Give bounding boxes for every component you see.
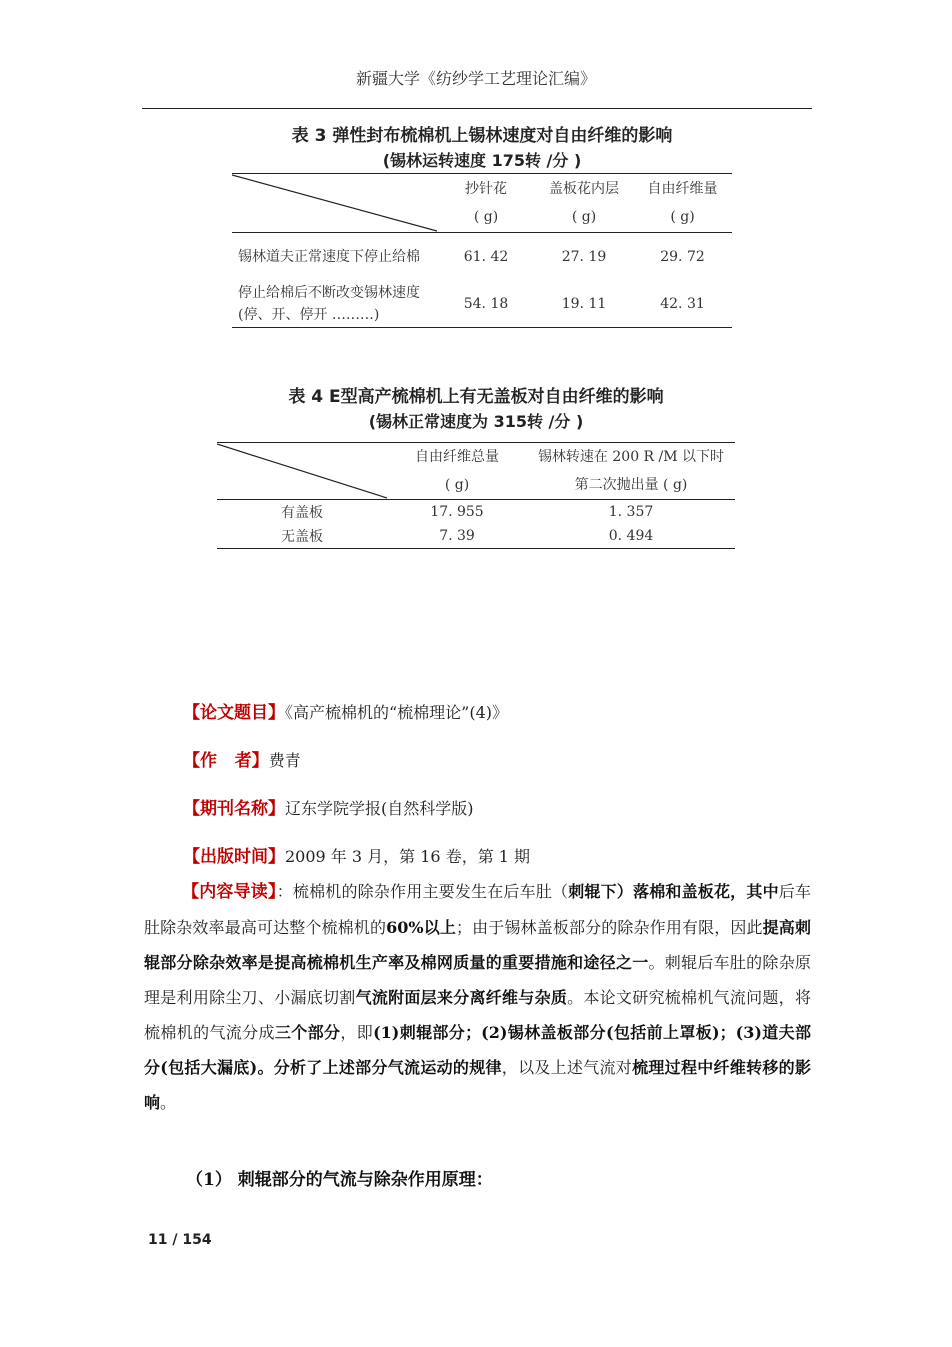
table3	[232, 173, 732, 328]
table4-row-label: 有盖板	[281, 505, 323, 521]
meta-author-value: 费青	[268, 751, 301, 770]
summary-emphasis: 刺辊下）落棉和盖板花，其中	[568, 882, 779, 901]
summary-emphasis: (1)刺辊部分；(2)锡林盖板部分(包括前上罩板)；(3)道夫部分(包括大漏底)。分析了上述部分气流运动的规律	[144, 1023, 811, 1077]
table3-header-row	[232, 174, 732, 233]
table4-row-label: 无盖板	[281, 529, 323, 545]
summary-text: ，以及上述气流对	[501, 1058, 633, 1077]
meta-date-value: 2009 年 3 月，第 16 卷，第 1 期	[285, 847, 531, 866]
summary-text: ，即	[340, 1023, 374, 1042]
table3-diagonal-cell	[232, 174, 437, 233]
table-cell: 27. 19	[561, 249, 607, 265]
meta-title-label: 【论文题目】	[183, 703, 285, 723]
table3-row-label: 锡林道夫正常速度下停止给棉	[238, 249, 420, 265]
table-row	[217, 524, 735, 549]
summary-emphasis: 梳理过程中纤维转移的影响	[144, 1058, 811, 1112]
table-cell: 17. 955	[430, 504, 484, 520]
summary-text: 。	[160, 1093, 177, 1112]
table-cell: 61. 42	[463, 249, 509, 265]
meta-journal-label: 【期刊名称】	[183, 799, 285, 819]
meta-journal	[183, 794, 474, 819]
table3-col-header: 抄针花 ( g)	[465, 181, 507, 225]
table-cell: 0. 494	[608, 528, 654, 544]
page-number	[148, 1232, 212, 1248]
summary-text: 。刺辊后车肚的除杂原理是利用除尘刀、小漏底切割	[144, 953, 811, 1007]
summary-emphasis: 提高刺辊部分除杂效率是提高梳棉机生产率及棉网质量的重要措施和途径之一	[144, 918, 811, 972]
table-row	[217, 500, 735, 525]
meta-journal-value: 辽东学院学报(自然科学版)	[285, 799, 474, 818]
table3-subcaption: (锡林运转速度 175转 /分 )	[382, 151, 582, 170]
table-cell: 7. 39	[439, 528, 475, 544]
summary-text: 。本论文研究梳棉机气流问题，将梳棉机的气流分成	[144, 988, 811, 1042]
table4-caption-block	[217, 384, 735, 434]
summary-label: 【内容导读】	[182, 882, 277, 902]
header-divider	[142, 108, 812, 109]
summary-emphasis: 60%以上	[386, 918, 456, 937]
summary-paragraph	[144, 874, 811, 1120]
summary-text: ；由于锡林盖板部分的除杂作用有限，因此	[456, 918, 763, 937]
summary-text: ：梳棉机的除杂作用主要发生在后车肚（	[276, 882, 569, 901]
table4-col-header: 锡林转速在 200 R /M 以下时 第二次抛出量 ( g)	[537, 449, 725, 493]
summary-text: 后车肚除杂效率最高可达整个梳棉机的	[144, 882, 811, 937]
table3-row-label: 停止给棉后不断改变锡林速度 (停、开、停开 ………)	[238, 285, 420, 323]
meta-title-value: 《高产梳棉机的“梳棉理论”(4)》	[285, 703, 509, 722]
table4-diagonal-cell	[217, 443, 387, 500]
meta-title	[183, 698, 508, 723]
table-row	[232, 281, 732, 328]
meta-author	[183, 746, 301, 771]
table3-caption-block	[232, 123, 732, 173]
meta-date	[183, 842, 530, 867]
table3-diagonal-line	[232, 174, 437, 232]
table-cell: 1. 357	[608, 504, 654, 520]
table4-diagonal-line	[217, 443, 387, 499]
table3-caption: 表 3 弹性封布梳棉机上锡林速度对自由纤维的影响	[291, 126, 673, 146]
table-cell: 42. 31	[660, 296, 705, 312]
table4-col-header: 自由纤维总量 ( g)	[415, 449, 499, 493]
table-cell: 29. 72	[660, 249, 705, 265]
page-total: 154	[182, 1232, 212, 1248]
table-row	[232, 233, 732, 282]
table4	[217, 442, 735, 549]
table-cell: 54. 18	[463, 296, 509, 312]
page-separator: /	[172, 1232, 178, 1248]
section-subheading: （1） 刺辊部分的气流与除杂作用原理：	[186, 1170, 493, 1190]
summary-emphasis: 三个部分	[274, 1023, 341, 1042]
meta-author-label: 【作 者】	[183, 751, 269, 771]
table4-caption: 表 4 E型高产梳棉机上有无盖板对自由纤维的影响	[288, 387, 664, 407]
table-cell: 19. 11	[561, 296, 607, 312]
table4-subcaption: (锡林正常速度为 315转 /分 )	[368, 412, 584, 431]
table3-col-header: 盖板花内层 ( g)	[549, 181, 619, 225]
table3-col-header: 自由纤维量 ( g)	[647, 181, 718, 225]
summary-emphasis: 气流附面层来分离纤维与杂质	[355, 988, 568, 1007]
table4-header-row	[217, 443, 735, 500]
meta-date-label: 【出版时间】	[183, 847, 285, 867]
page-current: 11	[148, 1232, 168, 1248]
page-header: 新疆大学《纺纱学工艺理论汇编》	[355, 69, 596, 88]
